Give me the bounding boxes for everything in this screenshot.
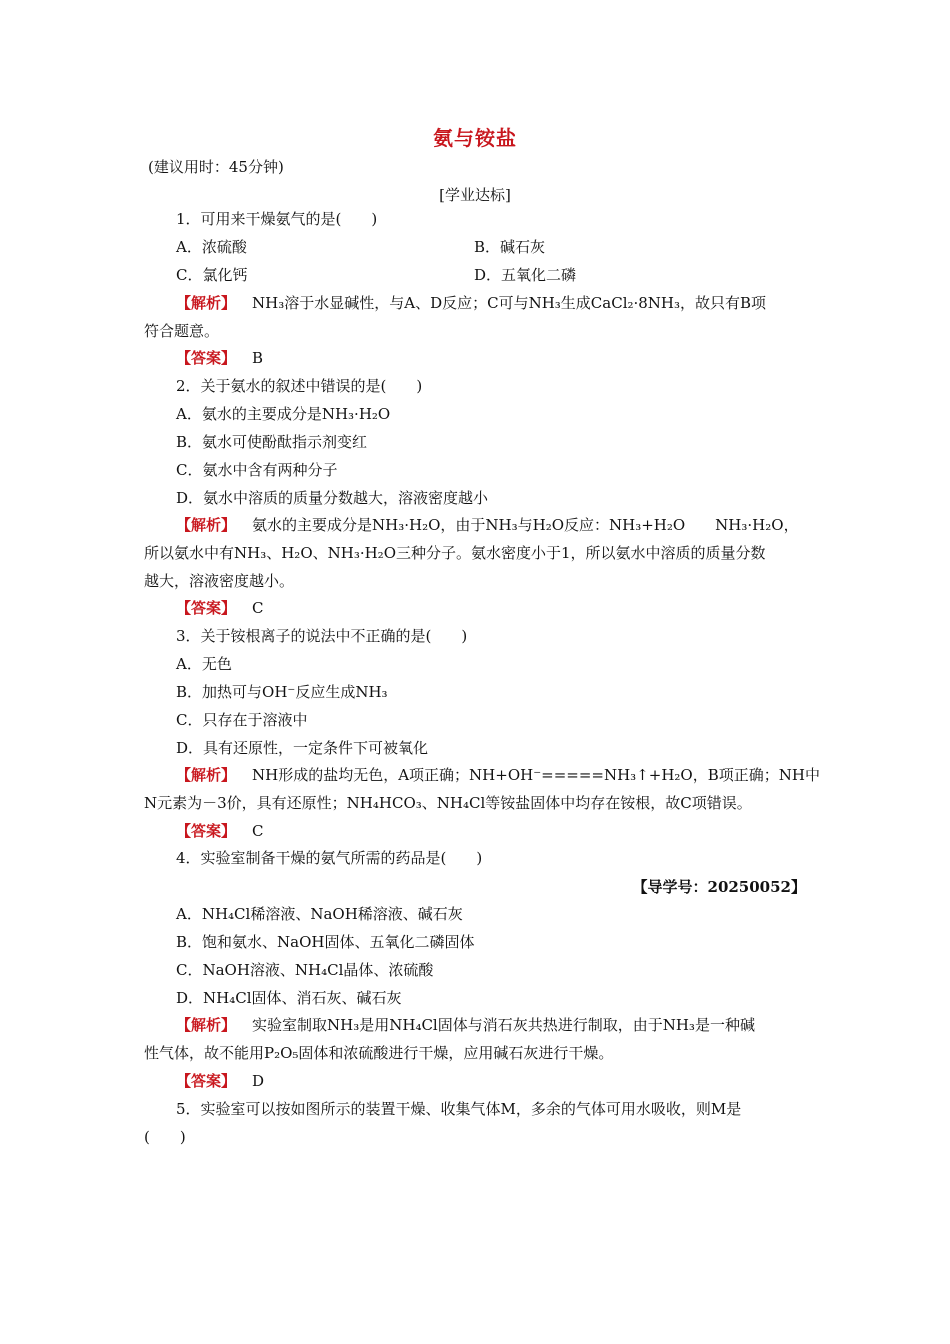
q4-option-b: B．饱和氨水、NaOH固体、五氧化二磷固体 bbox=[176, 933, 475, 951]
q4-answer-value: D bbox=[252, 1072, 265, 1090]
section-heading: [学业达标] bbox=[439, 186, 511, 204]
q3-option-b: B．加热可与OH⁻反应生成NH₃ bbox=[176, 683, 388, 701]
analysis-tag: 【解析】 bbox=[176, 516, 237, 534]
q2-analysis-text: 氨水的主要成分是NH₃·H₂O，由于NH₃与H₂O反应：NH₃+H₂O NH₃·H₂O， bbox=[252, 516, 799, 534]
page-title: 氨与铵盐 bbox=[433, 126, 517, 150]
q3-option-c: C．只存在于溶液中 bbox=[176, 711, 308, 729]
q3-analysis-text: NH形成的盐均无色，A项正确；NH+OH⁻=====NH₃↑+H₂O，B项正确；NH中 bbox=[252, 766, 820, 784]
q3-answer bbox=[176, 821, 264, 841]
answer-tag: 【答案】 bbox=[176, 349, 237, 367]
q5-stem-cont: ( ) bbox=[144, 1128, 186, 1146]
q2-answer bbox=[176, 598, 264, 618]
q1-option-c: C．氯化钙 bbox=[176, 266, 248, 284]
q2-analysis-cont2: 越大，溶液密度越小。 bbox=[144, 572, 295, 590]
time-note: (建议用时：45分钟) bbox=[148, 158, 284, 176]
q2-analysis bbox=[176, 515, 799, 535]
q4-option-d: D．NH₄Cl固体、消石灰、碱石灰 bbox=[176, 989, 402, 1007]
q1-option-a: A．浓硫酸 bbox=[176, 238, 247, 256]
q4-analysis-text: 实验室制取NH₃是用NH₄Cl固体与消石灰共热进行制取，由于NH₃是一种碱 bbox=[252, 1016, 755, 1034]
q2-option-d: D．氨水中溶质的质量分数越大，溶液密度越小 bbox=[176, 489, 489, 507]
q4-analysis-cont: 性气体，故不能用P₂O₅固体和浓硫酸进行干燥，应用碱石灰进行干燥。 bbox=[144, 1044, 614, 1062]
q1-analysis bbox=[176, 293, 766, 313]
answer-tag: 【答案】 bbox=[176, 1072, 237, 1090]
q4-answer bbox=[176, 1071, 264, 1091]
analysis-tag: 【解析】 bbox=[176, 766, 237, 784]
q1-stem: 1．可用来干燥氨气的是( ) bbox=[176, 210, 378, 228]
q3-answer-value: C bbox=[252, 822, 264, 840]
q4-stem: 4．实验室制备干燥的氨气所需的药品是( ) bbox=[176, 849, 483, 867]
q4-option-a: A．NH₄Cl稀溶液、NaOH稀溶液、碱石灰 bbox=[176, 905, 463, 923]
q1-option-d: D．五氧化二磷 bbox=[474, 266, 577, 284]
q2-answer-value: C bbox=[252, 599, 264, 617]
q3-analysis-cont: N元素为－3价，具有还原性；NH₄HCO₃、NH₄Cl等铵盐固体中均存在铵根，故C项错误。 bbox=[144, 794, 752, 812]
q1-answer-value: B bbox=[252, 349, 264, 367]
q3-option-a: A．无色 bbox=[176, 655, 232, 673]
q2-option-c: C．氨水中含有两种分子 bbox=[176, 461, 338, 479]
q2-option-b: B．氨水可使酚酞指示剂变红 bbox=[176, 433, 368, 451]
analysis-tag: 【解析】 bbox=[176, 1016, 237, 1034]
q2-analysis-cont: 所以氨水中有NH₃、H₂O、NH₃·H₂O三种分子。氨水密度小于1，所以氨水中溶质的质量分数 bbox=[144, 544, 766, 562]
q5-stem: 5．实验室可以按如图所示的装置干燥、收集气体M，多余的气体可用水吸收，则M是 bbox=[176, 1100, 742, 1118]
q2-option-a: A．氨水的主要成分是NH₃·H₂O bbox=[176, 405, 391, 423]
q2-stem: 2．关于氨水的叙述中错误的是( ) bbox=[176, 377, 423, 395]
q3-option-d: D．具有还原性，一定条件下可被氧化 bbox=[176, 739, 429, 757]
q1-analysis-text: NH₃溶于水显碱性，与A、D反应；C可与NH₃生成CaCl₂·8NH₃，故只有B项 bbox=[252, 294, 767, 312]
answer-tag: 【答案】 bbox=[176, 822, 237, 840]
q1-answer bbox=[176, 348, 263, 368]
q3-analysis bbox=[176, 765, 820, 785]
q1-analysis-cont: 符合题意。 bbox=[144, 322, 220, 340]
q3-stem: 3．关于铵根离子的说法中不正确的是( ) bbox=[176, 627, 468, 645]
q4-option-c: C．NaOH溶液、NH₄Cl晶体、浓硫酸 bbox=[176, 961, 434, 979]
guide-number: 【导学号：20250052】 bbox=[632, 878, 806, 896]
analysis-tag: 【解析】 bbox=[176, 294, 237, 312]
q4-analysis bbox=[176, 1015, 755, 1035]
q1-option-b: B．碱石灰 bbox=[474, 238, 546, 256]
answer-tag: 【答案】 bbox=[176, 599, 237, 617]
